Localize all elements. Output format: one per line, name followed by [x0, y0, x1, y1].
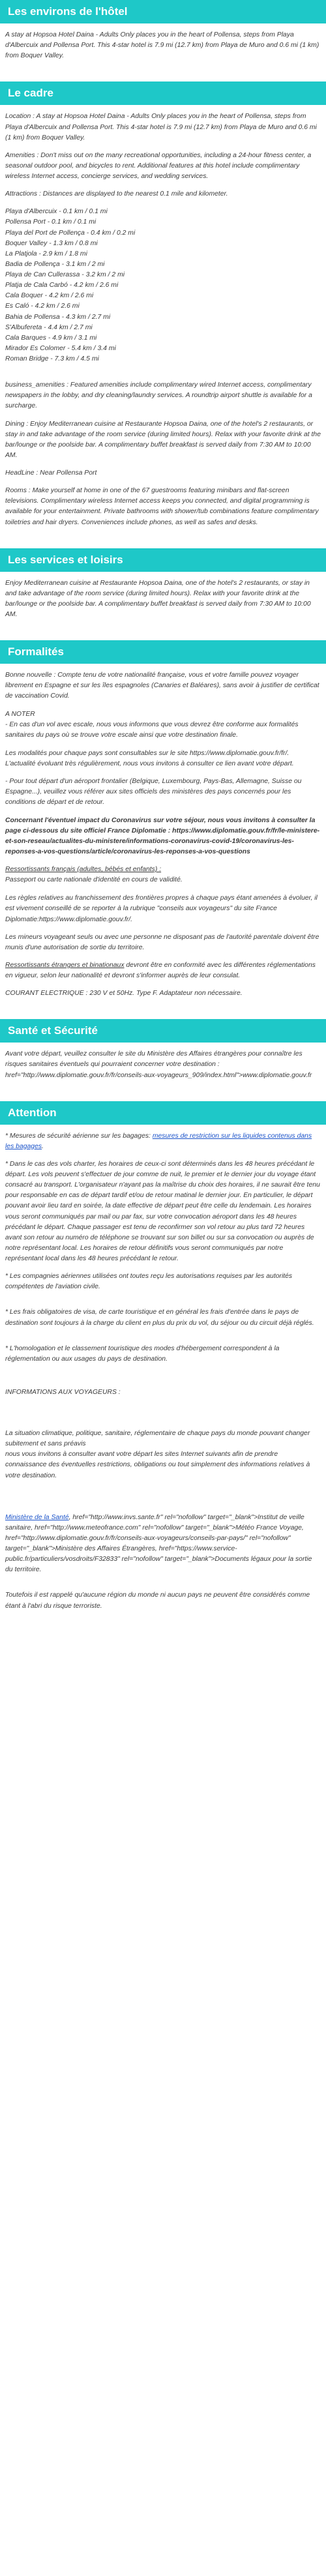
section-title-sante: Santé et Sécurité [0, 1019, 326, 1043]
distance-item: Cala Barques - 4.9 km / 3.1 mi [5, 334, 97, 342]
cadre-amenities: Amenities : Don't miss out on the many recreational opportunities, including a 24-hour fitness center, a seasonal outdoor pool, and bicycles to rent. Additional features at this hotel include complimentary wireless Internet access, concierge services, and wedding services. [5, 151, 312, 180]
distance-item: La Platjola - 2.9 km / 1.8 mi [5, 250, 87, 258]
attention-p1-before: * Mesures de sécurité aérienne sur les bagages: [5, 1132, 153, 1140]
cadre-headline: HeadLine : Near Pollensa Port [5, 469, 97, 477]
section-cadre [0, 81, 326, 537]
distance-item: Platja de Cala Carbó - 4.2 km / 2.6 mi [5, 282, 119, 289]
formalites-p5: Les règles relatives au franchissement des frontières propres à chaque pays étant amenées à évoluer, il est vivement conseillé de se reporter à la rubrique "conseils aux voyageurs" du site France Diplomatie:https://www.diplomatie.gouv.fr/. [5, 895, 318, 923]
environs-text: A stay at Hopsoa Hotel Daina - Adults Only places you in the heart of Pollensa, steps from Playa d'Albercuix and Pollensa Port. This 4-star hotel is 7.9 mi (12.7 km) from Playa de Muro and 0.6 mi (1 km) from Boquer Valley. [5, 31, 319, 60]
attention-p8: Toutefois il est rappelé qu'aucune région du monde ni aucun pays ne peuvent être considérés comme étant à l'abri du risque terroriste. [5, 1591, 310, 1610]
formalites-coronavirus: Concernant l'éventuel impact du Coronavirus sur votre séjour, nous vous invitons à consulter la page ci-dessous du site officiel France Diplomatie : https://www.diplomatie.gouv.fr/fr/le-ministere-et-son-reseau/actualites-du-ministere/informations-coronavirus-covid-19/coronavirus-les-reponses-a-vos-questions/article/coronavirus-les-reponses-a-vos-questions [5, 816, 320, 855]
ministere-sante-link[interactable]: Ministère de la Santé [5, 1513, 69, 1521]
attention-p4: * Les frais obligatoires de visa, de carte touristique et en général les frais d'entrée dans le pays de destination sont toujours à la charge du client en plus du prix du vol, du séjour ou du circuit déjà réglés. [5, 1309, 314, 1327]
formalites-p2: - En cas d'un vol avec escale, nous vous informons que vous devrez être conforme aux formalités sanitaires du pays où se trouve votre escale ainsi que votre destination finale. [5, 720, 299, 739]
formalites-a-noter: A NOTER [5, 710, 35, 718]
ressortissants-francais-text: Passeport ou carte nationale d'identité en cours de validité. [5, 876, 183, 884]
distance-item: S'Albufereta - 4.4 km / 2.7 mi [5, 323, 93, 331]
distance-item: Playa d'Albercuix - 0.1 km / 0.1 mi [5, 208, 108, 216]
section-title-cadre: Le cadre [0, 81, 326, 105]
distance-item: Roman Bridge - 7.3 km / 4.5 mi [5, 355, 99, 363]
attention-links [5, 1513, 321, 1576]
formalites-p1: Bonne nouvelle : Compte tenu de votre nationalité française, vous et votre famille pouvez voyager librement en Espagne et sur les îles espagnoles (Canaries et Baléares), sans avoir à justifier de certificat de vaccination Covid. [5, 672, 319, 700]
cadre-rooms: Rooms : Make yourself at home in one of the 67 guestrooms featuring minibars and flat-screen televisions. Complimentary wireless Internet access keeps you connected, and digital programming is available for your entertainment. Private bathrooms with shower/tub combinations feature complimentary toiletries and hair dryers. Conveniences include phones, as well as safes and desks. [5, 487, 319, 526]
section-sante [0, 1019, 326, 1090]
distance-item: Badia de Pollença - 3.1 km / 2 mi [5, 260, 105, 268]
formalites-p3: Les modalités pour chaque pays sont consultables sur le site https://www.diplomatie.gouv.fr/fr/. L'actualité évoluant très régulièrement, nous vous invitons à consulter ce lien avant votre départ. [5, 749, 294, 767]
sante-text: Avant votre départ, veuillez consulter le site du Ministère des Affaires étrangères pour connaître les risques sanitaires éventuels qui pourraient concerner votre destination : href="http://www.diplomatie.gouv.fr/fr/conseils-aux-voyageurs_909/index.html">www.diplomatie.gouv.fr [5, 1050, 312, 1079]
distance-list [5, 207, 321, 364]
section-title-environs: Les environs de l'hôtel [0, 0, 326, 23]
attention-p2: * Dans le cas des vols charter, les horaires de ceux-ci sont déterminés dans les 48 heures précédant le départ. Les vols peuvent s'effectuer de jour comme de nuit, le premier et le dernier jour du voyage étant consacré au transport. L'organisateur n'ayant pas la maîtrise du choix des horaires, il ne saurait être tenu pour responsable en cas de départ tardif et/ou de retour matinal le dernier jour. En particulier, le départ pouvant avoir lieu tard en soirée, la date effective de départ peut être celle du lendemain. Les horaires vous seront communiqués par mail ou par fax, sur votre convocation aéroport dans les 48 heures précédant le départ. Chaque passager est tenu de reconfirmer son vol retour au plus tard 72 heures avant son retour au numéro de téléphone se trouvant sur son billet ou sur sa convocation ou auprès de notre représentant local. Les horaires de retour définitifs vous seront communiqués par notre représentant local dans les 48 heures précédant le retour. [5, 1160, 320, 1262]
section-services [0, 548, 326, 630]
liquids-restriction-link[interactable]: mesures de restriction sur les liquides contenus dans les bagages [5, 1132, 312, 1150]
distance-item: Playa del Port de Pollença - 0.4 km / 0.2 mi [5, 229, 136, 237]
attention-p6: La situation climatique, politique, sanitaire, réglementaire de chaque pays du monde pouvant changer subitement et sans préavis [5, 1430, 310, 1448]
cadre-location: Location : A stay at Hopsoa Hotel Daina - Adults Only places you in the heart of Pollensa, steps from Playa d'Albercuix and Pollensa Port. This 4-star hotel is 7.9 mi (12.7 km) from Playa de Muro and 0.6 mi (1 km) from Boquer Valley. [5, 113, 317, 141]
section-environs [0, 0, 326, 71]
cadre-attractions: Attractions : Distances are displayed to the nearest 0.1 mile and kilometer. [5, 190, 228, 198]
section-title-attention: Attention [0, 1101, 326, 1125]
distance-item: Cala Boquer - 4.2 km / 2.6 mi [5, 292, 94, 300]
services-text: Enjoy Mediterranean cuisine at Restaurante Hopsoa Daina, one of the hotel's 2 restaurants, or stay in and take advantage of the room service (during limited hours). Relax with your favorite drink at the bar/lounge or the poolside bar. A complimentary buffet breakfast is served daily from 7:30 AM to 10:00 AM. [5, 579, 311, 618]
ressortissants-etrangers-text: devront être en conformité avec les différentes réglementations en vigueur, selon leur nationalité et devront s'informer auprès de leur consulat. [5, 961, 316, 979]
attention-links-text: , href="http://www.invs.sante.fr" rel="nofollow" target="_blank">Institut de veille sanitaire, href="http://www.meteofrance.com" rel="nofollow" target="_blank">Météo France Voyage, href="http://www.diplomatie.gouv.fr/fr/conseils-aux-voyageurs/conseils-par-pays/" rel="nofollow" target="_blank">Ministère des Affaires Étrangères, href="https://www.service-public.fr/particuliers/vosdroits/F32833" rel="nofollow" target="_blank">Documents légaux pour la sortie du territoire. [5, 1513, 312, 1574]
distance-item: Pollensa Port - 0.1 km / 0.1 mi [5, 218, 96, 226]
distance-item: Bahia de Pollensa - 4.3 km / 2.7 mi [5, 313, 111, 321]
section-formalites [0, 640, 326, 1009]
distance-item: Boquer Valley - 1.3 km / 0.8 mi [5, 239, 98, 247]
attention-p5: * L'homologation et le classement touristique des modes d'hébergement correspondent à la réglementation ou aux usages du pays de destination. [5, 1344, 280, 1363]
ressortissants-etrangers-title: Ressortissants étrangers et binationaux [5, 961, 125, 969]
attention-p3: * Les compagnies aériennes utilisées ont toutes reçu les autorisations requises par les autorités compétentes de l'aviation civile. [5, 1273, 293, 1291]
distance-item: Mirador Es Colomer - 5.4 km / 3.4 mi [5, 344, 116, 352]
attention-p1 [5, 1131, 321, 1152]
attention-p7: nous vous invitons à consulter avant votre départ les sites Internet suivants afin de prendre connaissance des éventuelles restrictions, obligations ou tout simplement des informations relatives à votre destination. [5, 1451, 310, 1479]
section-title-services: Les services et loisirs [0, 548, 326, 572]
attention-p1-after: . [42, 1142, 44, 1150]
distance-item: Playa de Can Cullerassa - 3.2 km / 2 mi [5, 271, 125, 278]
courant-electrique: COURANT ELECTRIQUE : 230 V et 50Hz. Type F. Adaptateur non nécessaire. [5, 990, 243, 998]
infos-voyageurs-title: INFORMATIONS AUX VOYAGEURS : [5, 1388, 121, 1396]
cadre-dining: Dining : Enjoy Mediterranean cuisine at Restaurante Hopsoa Daina, one of the hotel's 2 restaurants, or stay in and take advantage of the room service (during limited hours). Relax with your favorite drink at the bar/lounge or the poolside bar. A complimentary buffet breakfast is served daily from 7:30 AM to 10:00 AM. [5, 420, 321, 459]
ressortissants-etrangers [5, 960, 321, 981]
distance-item: Es Caló - 4.2 km / 2.6 mi [5, 303, 80, 310]
section-title-formalites: Formalités [0, 640, 326, 664]
section-attention [0, 1101, 326, 1621]
cadre-business: business_amenities : Featured amenities include complimentary wired Internet access, complimentary newspapers in the lobby, and dry cleaning/laundry services. A roundtrip airport shuttle is available for a surcharge. [5, 381, 312, 410]
formalites-p4: - Pour tout départ d'un aéroport frontalier (Belgique, Luxembourg, Pays-Bas, Allemagne, Suisse ou Espagne...), veuillez vous référer aux sites officiels des ministères des pays concernés pour les conditions de départ et de retour. [5, 778, 302, 807]
formalites-p6: Les mineurs voyageant seuls ou avec une personne ne disposant pas de l'autorité parentale doivent être munis d'une autorisation de sortie du territoire. [5, 933, 319, 951]
ressortissants-francais-title: Ressortissants français (adultes, bébés et enfants) : [5, 866, 162, 873]
